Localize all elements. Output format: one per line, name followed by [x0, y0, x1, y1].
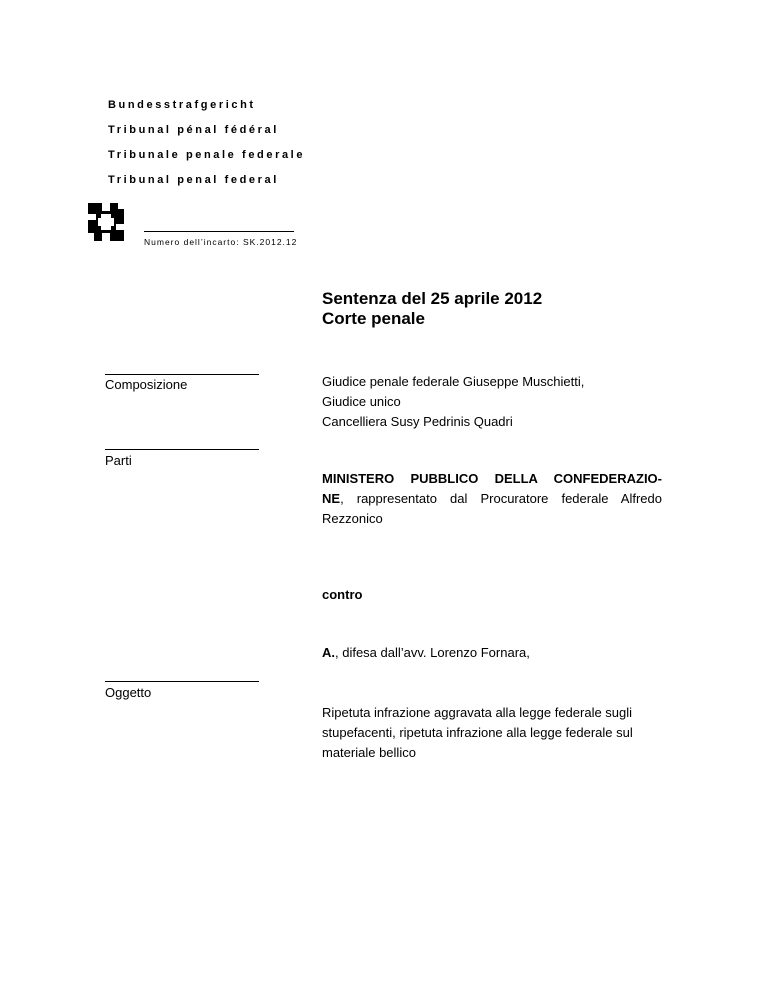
oggetto-line: stupefacenti, ripetuta infrazione alla legge federale sul — [322, 725, 633, 740]
plaintiff-name: MINISTERO PUBBLICO DELLA CONFEDERAZIO- — [322, 471, 662, 486]
plaintiff-name-cont: NE — [322, 491, 341, 506]
court-division: Corte penale — [322, 309, 425, 328]
court-name-german: Bundesstrafgericht — [108, 99, 256, 111]
case-number: Numero dell’incarto: SK.2012.12 — [144, 237, 298, 247]
court-name-italian: Tribunale penale federale — [108, 149, 306, 161]
swiss-cross-logo — [88, 203, 124, 241]
plaintiff-representative-cont: Rezzonico — [322, 511, 383, 526]
contro-label: contro — [322, 587, 363, 602]
oggetto-text — [322, 703, 633, 763]
composizione-line: Giudice penale federale Giuseppe Muschietti, — [322, 374, 585, 389]
document-title: Sentenza del 25 aprile 2012 — [322, 289, 543, 308]
defendant-counsel: , difesa dall’avv. Lorenzo Fornara, — [335, 645, 530, 660]
composizione-line: Cancelliera Susy Pedrinis Quadri — [322, 414, 513, 429]
court-name-french: Tribunal pénal fédéral — [108, 124, 279, 136]
plaintiff-representative: , rappresentato dal Procuratore federale Alfredo — [340, 491, 662, 506]
defendant-name: A. — [322, 645, 335, 660]
composizione-line: Giudice unico — [322, 394, 401, 409]
court-name-romansh: Tribunal penal federal — [108, 174, 279, 186]
section-rule-oggetto — [105, 681, 259, 682]
composizione-text — [322, 372, 584, 432]
section-label-oggetto: Oggetto — [105, 685, 152, 700]
section-rule-composizione — [105, 374, 259, 375]
case-number-rule — [144, 231, 294, 232]
oggetto-line: Ripetuta infrazione aggravata alla legge federale sugli — [322, 705, 633, 720]
section-label-composizione: Composizione — [105, 377, 188, 392]
oggetto-line: materiale bellico — [322, 745, 416, 760]
section-rule-parti — [105, 449, 259, 450]
plaintiff-text — [322, 469, 662, 529]
defendant-text — [322, 643, 530, 663]
section-label-parti: Parti — [105, 453, 132, 468]
